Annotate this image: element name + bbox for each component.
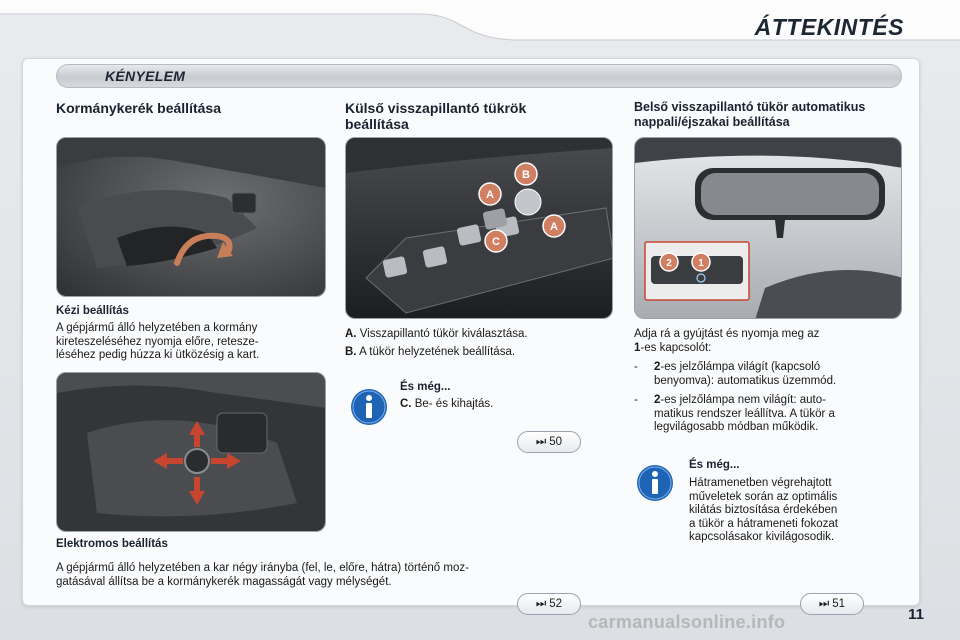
electric-adjust-text	[56, 562, 616, 589]
mirror-label-a: A	[486, 189, 494, 201]
manual-adjust-text	[56, 322, 328, 363]
electric-adjust-photo	[56, 372, 326, 532]
mirror-label-a2: A	[550, 221, 558, 233]
bullet-text: matikus rendszer leállítva. A tükör a	[654, 407, 835, 420]
manual-text-line: kireteszeléséhez nyomja előre, retesze-	[56, 335, 259, 348]
electric-text-line: gatásával állítsa be a kormánykerék magasságát vagy mélységét.	[56, 575, 392, 588]
more-info-item-c	[400, 398, 600, 412]
electric-adjust-title: Elektromos beállítás	[56, 538, 168, 550]
item-key: C.	[400, 398, 412, 410]
page-reference-50[interactable]	[517, 431, 581, 453]
interior-mirror-title	[634, 100, 914, 130]
switch-number: 1	[634, 341, 641, 354]
title-line: Külső visszapillantó tükrök	[345, 100, 527, 116]
reference-number: 51	[832, 598, 846, 610]
steering-lever-photo	[56, 137, 326, 297]
manual-text-line: A gépjármű álló helyzetében a kormány	[56, 322, 258, 334]
mirror-items	[345, 328, 615, 359]
reverse-info-text	[689, 477, 905, 545]
info-line: műveletek során az optimális	[689, 490, 838, 503]
bullet-text: benyomva): automatikus üzemmód.	[654, 374, 837, 387]
item-key: B.	[345, 345, 357, 358]
intro-line: -es kapcsolót:	[640, 341, 712, 354]
bullet-dash: -	[634, 361, 638, 373]
title-line: Belső visszapillantó tükör automatikus	[634, 100, 866, 114]
bullet-text: -es jelzőlámpa világít (kapcsoló	[660, 361, 821, 373]
page-reference-51[interactable]	[800, 593, 864, 615]
reverse-info-title: És még...	[689, 459, 740, 471]
fast-forward-icon: ⏭	[535, 597, 547, 610]
info-line: Hátramenetben végrehajtott	[689, 477, 832, 489]
interior-mirror-photo	[634, 137, 902, 319]
electric-text-line: A gépjármű álló helyzetében a kar négy irányba (fel, le, előre, hátra) történő moz-	[56, 562, 469, 574]
section-label: KÉNYELEM	[105, 68, 186, 84]
bullet-text: legvilágosabb módban működik.	[654, 421, 819, 433]
lamp-number: 2	[654, 361, 661, 373]
item-key: A.	[345, 328, 357, 340]
fast-forward-icon: ⏭	[818, 597, 830, 610]
mirror-label-b: B	[522, 169, 530, 181]
title-line: beállítása	[345, 116, 409, 132]
intro-line: Adja rá a gyújtást és nyomja meg az	[634, 328, 820, 340]
mirror-controls-photo	[345, 137, 613, 319]
steering-wheel-title: Kormánykerék beállítása	[56, 100, 221, 116]
title-line: nappali/éjszakai beállítása	[634, 115, 790, 129]
bullet-dash: -	[634, 394, 638, 406]
more-info-title: És még...	[400, 381, 451, 393]
info-line: kilátás biztosítása érdekében	[689, 504, 838, 516]
info-icon	[636, 464, 674, 502]
indicator-label-2: 2	[666, 258, 672, 269]
info-line: a tükör a hátrameneti fokozat	[689, 517, 838, 530]
item-text: Be- és kihajtás.	[414, 398, 494, 410]
fast-forward-icon: ⏭	[535, 435, 547, 448]
reference-number: 50	[549, 436, 563, 448]
watermark: carmanualsonline.info	[588, 612, 786, 632]
item-text: Visszapillantó tükör kiválasztása.	[359, 328, 528, 340]
page-number: 11	[908, 606, 924, 623]
reference-number: 52	[549, 598, 563, 610]
switch-label-1: 1	[698, 258, 704, 269]
interior-mirror-instructions	[634, 328, 906, 435]
manual-adjust-title: Kézi beállítás	[56, 305, 129, 317]
manual-text-line: léséhez pedig húzza ki ütközésig a kart.	[56, 349, 260, 361]
lamp-number: 2	[654, 394, 661, 406]
page-reference-52[interactable]	[517, 593, 581, 615]
item-text: A tükör helyzetének beállítása.	[359, 345, 516, 358]
exterior-mirror-title	[345, 100, 605, 132]
info-icon	[350, 388, 388, 426]
mirror-label-c: C	[492, 236, 500, 248]
bullet-text: -es jelzőlámpa nem világít: auto-	[660, 394, 826, 406]
info-line: kapcsolásakor kivilágosodik.	[689, 531, 835, 543]
page-title: ÁTTEKINTÉS	[754, 14, 904, 40]
